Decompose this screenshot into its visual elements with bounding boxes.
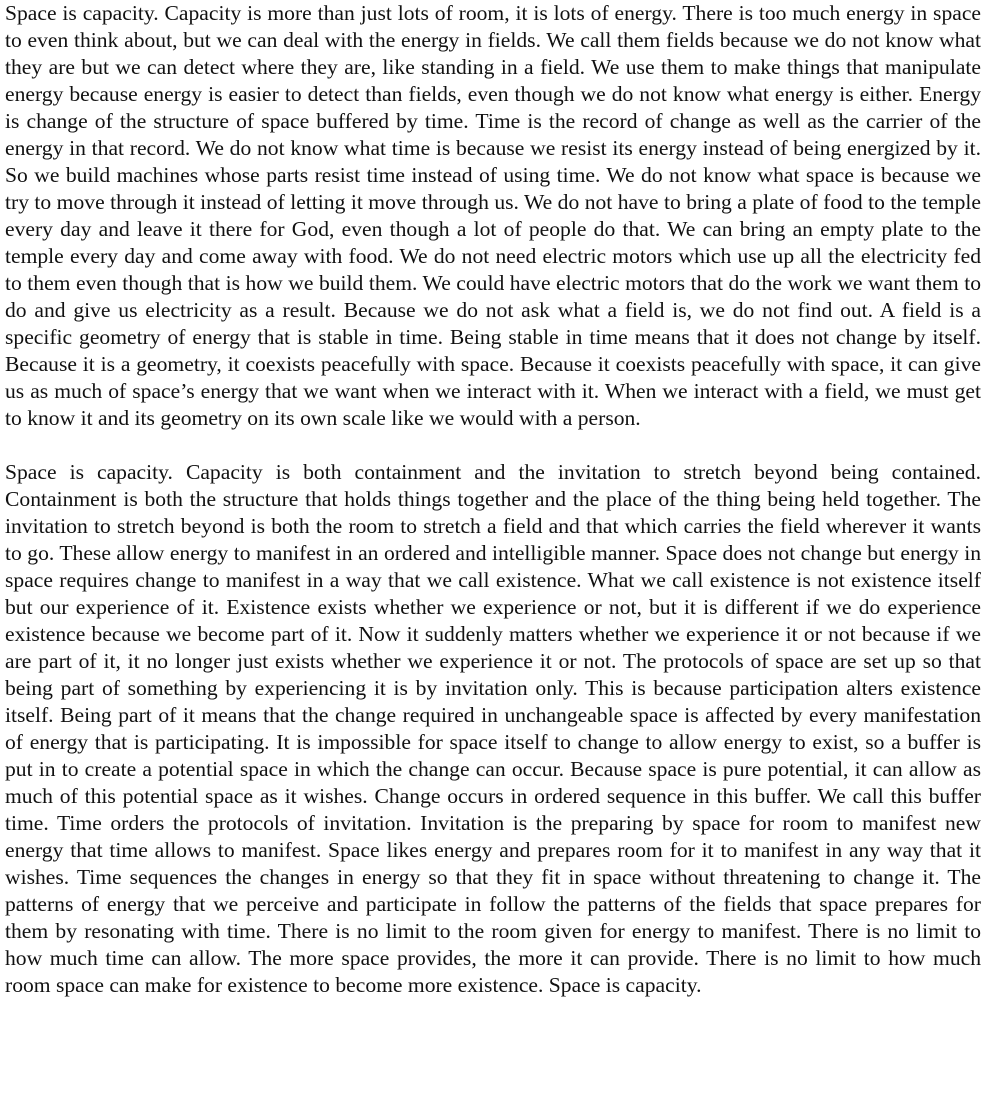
paragraph-1: Space is capacity. Capacity is more than just lots of room, it is lots of energy. There is too much energy in space to even think about, but we can deal with the energy in fields. We call them fields because we do not know what they are but we can detect where they are, like standing in a field. We use them to make things that manipulate energy because energy is easier to detect than fields, even though we do not know what energy is either. Energy is change of the structure of space buffered by time. Time is the record of change as well as the carrier of the energy in that record. We do not know what time is because we resist its energy instead of being energized by it. So we build machines whose parts resist time instead of using time. We do not know what space is because we try to move through it instead of letting it move through us. We do not have to bring a plate of food to the temple every day and leave it there for God, even though a lot of people do that. We can bring an empty plate to the temple every day and come away with food. We do not need electric motors which use up all the electricity fed to them even though that is how we build them. We could have electric motors that do the work we want them to do and give us electricity as a result. Because we do not ask what a field is, we do not find out. A field is a specific geometry of energy that is stable in time. Being stable in time means that it does not change by itself. Because it is a geometry, it coexists peacefully with space. Because it coexists peacefully with space, it can give us as much of space’s energy that we want when we interact with it. When we interact with a field, we must get to know it and its geometry on its own scale like we would with a person. [5,1,981,430]
paragraph-2: Space is capacity. Capacity is both containment and the invitation to stretch beyond being contained. Containment is both the structure that holds things together and the place of the thing being held together. The invitation to stretch beyond is both the room to stretch a field and that which carries the field wherever it wants to go. These allow energy to manifest in an ordered and intelligible manner. Space does not change but energy in space requires change to manifest in a way that we call existence. What we call existence is not existence itself but our experience of it. Existence exists whether we experience or not, but it is different if we do experience existence because we become part of it. Now it suddenly matters whether we experience it or not because if we are part of it, it no longer just exists whether we experience it or not. The protocols of space are set up so that being part of something by experiencing it is by invitation only. This is because participation alters existence itself. Being part of it means that the change required in unchangeable space is affected by every manifestation of energy that is participating. It is impossible for space itself to change to allow energy to exist, so a buffer is put in to create a potential space in which the change can occur. Because space is pure potential, it can allow as much of this potential space as it wishes. Change occurs in ordered sequence in this buffer. We call this buffer time. Time orders the protocols of invitation. Invitation is the preparing by space for room to manifest new energy that time allows to manifest. Space likes energy and prepares room for it to manifest in any way that it wishes. Time sequences the changes in energy so that they fit in space without threatening to change it. The patterns of energy that we perceive and participate in follow the patterns of the fields that space prepares for them by resonating with time. There is no limit to the room given for energy to manifest. There is no limit to how much time can allow. The more space provides, the more it can provide. There is no limit to how much room space can make for existence to become more existence. Space is capacity. [5,460,981,997]
